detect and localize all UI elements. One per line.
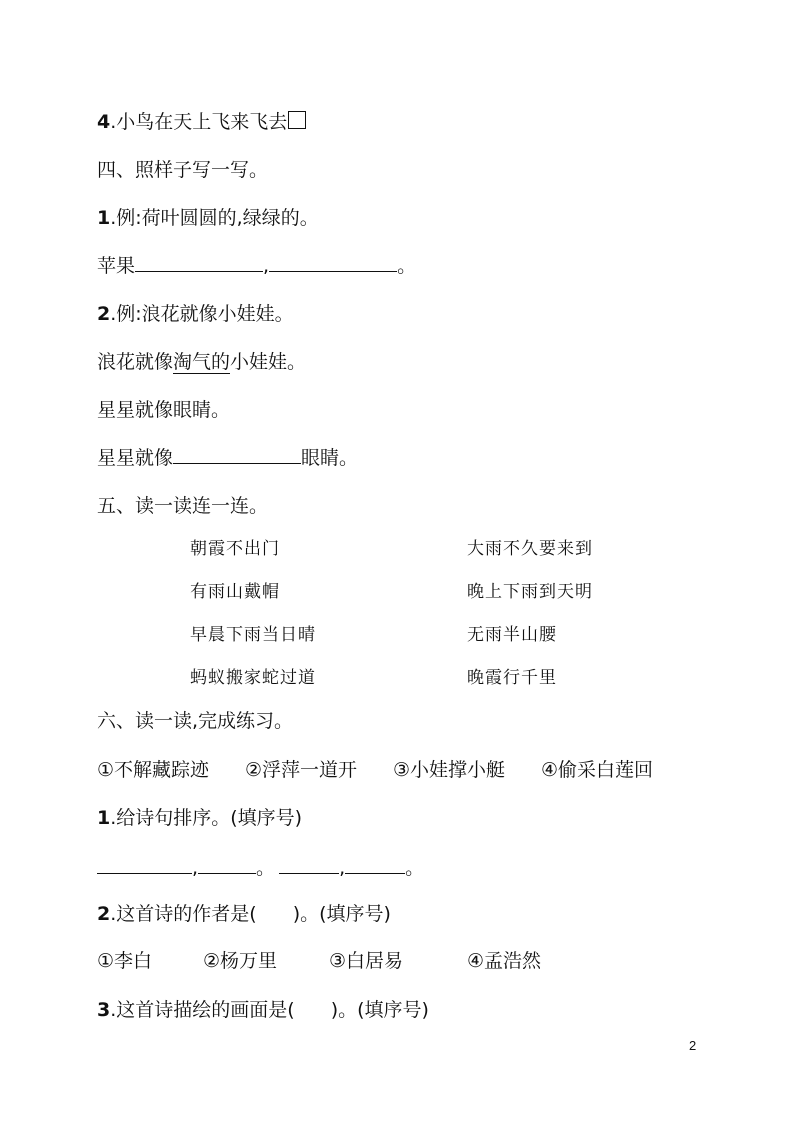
question-4 (97, 109, 306, 135)
period: 。 (397, 255, 417, 277)
blank-1[interactable] (135, 253, 263, 272)
left-item-3[interactable]: 早晨下雨当日晴 (190, 625, 316, 645)
section-4-title: 四、照样子写一写。 (97, 159, 269, 181)
question-text-end: )。(填序号) (292, 903, 391, 925)
fill-prefix: 苹果 (97, 255, 136, 277)
option-3: ③白居易 (329, 950, 404, 972)
exercise-1-fill (97, 253, 416, 279)
question-6-1 (97, 805, 302, 831)
question-text: .这首诗的作者是( (110, 903, 257, 925)
question-number: 2 (97, 903, 111, 925)
answer-box[interactable] (288, 111, 306, 129)
question-text: .小鸟在天上飞来飞去 (110, 111, 288, 133)
right-item-2[interactable]: 晚上下雨到天明 (467, 582, 593, 602)
question-text-end: )。(填序号) (330, 999, 429, 1021)
question-text: .给诗句排序。(填序号) (110, 807, 303, 829)
order-blank-4[interactable] (345, 855, 405, 874)
blank-2[interactable] (269, 253, 397, 272)
question-number: 1 (97, 207, 111, 229)
verse-list (97, 757, 653, 783)
right-item-1[interactable]: 大雨不久要来到 (467, 539, 593, 559)
right-item-4[interactable]: 晚霞行千里 (467, 668, 557, 688)
option-1: ①李白 (97, 950, 153, 972)
option-2: ②杨万里 (203, 950, 278, 972)
question-6-2 (97, 901, 391, 927)
left-item-2[interactable]: 有雨山戴帽 (190, 582, 280, 602)
order-blank-3[interactable] (279, 855, 339, 874)
verse-4: ④偷采白莲回 (541, 759, 654, 781)
option-4: ④孟浩然 (467, 950, 542, 972)
blank[interactable] (173, 445, 301, 464)
section-6-title: 六、读一读,完成练习。 (97, 710, 294, 732)
order-blanks (97, 855, 424, 881)
order-blank-2[interactable] (198, 855, 256, 874)
exercise-1 (97, 205, 319, 231)
comma: , (263, 255, 270, 277)
question-text: .例:浪花就像小娃娃。 (110, 303, 294, 325)
verse-1: ①不解藏踪迹 (97, 759, 210, 781)
left-item-4[interactable]: 蚂蚁搬家蛇过道 (190, 668, 316, 688)
exercise-2 (97, 301, 294, 327)
period: 。 (405, 857, 425, 879)
question-number: 4 (97, 111, 111, 133)
verse-3: ③小娃撑小艇 (393, 759, 506, 781)
verse-2: ②浮萍一道开 (245, 759, 358, 781)
question-text: .例:荷叶圆圆的,绿绿的。 (110, 207, 319, 229)
fill-suffix: 眼睛。 (301, 447, 359, 469)
section-5-title: 五、读一读连一连。 (97, 495, 269, 517)
model-suffix: 小娃娃。 (230, 351, 307, 373)
model-underlined: 淘气的 (173, 351, 231, 373)
comma: , (192, 857, 199, 879)
model-prefix: 浪花就像 (97, 351, 174, 373)
question-number: 2 (97, 303, 111, 325)
page-number: 2 (689, 1038, 697, 1053)
author-options (97, 948, 541, 974)
comma: , (339, 857, 346, 879)
question-6-3 (97, 997, 429, 1023)
right-item-3[interactable]: 无雨半山腰 (467, 625, 557, 645)
order-blank-1[interactable] (97, 855, 192, 874)
question-number: 3 (97, 999, 111, 1021)
exercise-2-given: 星星就像眼睛。 (97, 399, 231, 421)
exercise-2-fill (97, 445, 358, 471)
question-number: 1 (97, 807, 111, 829)
period: 。 (256, 857, 276, 879)
question-text: .这首诗描绘的画面是( (110, 999, 295, 1021)
fill-prefix: 星星就像 (97, 447, 174, 469)
left-item-1[interactable]: 朝霞不出门 (190, 539, 280, 559)
exercise-2-model (97, 349, 306, 375)
